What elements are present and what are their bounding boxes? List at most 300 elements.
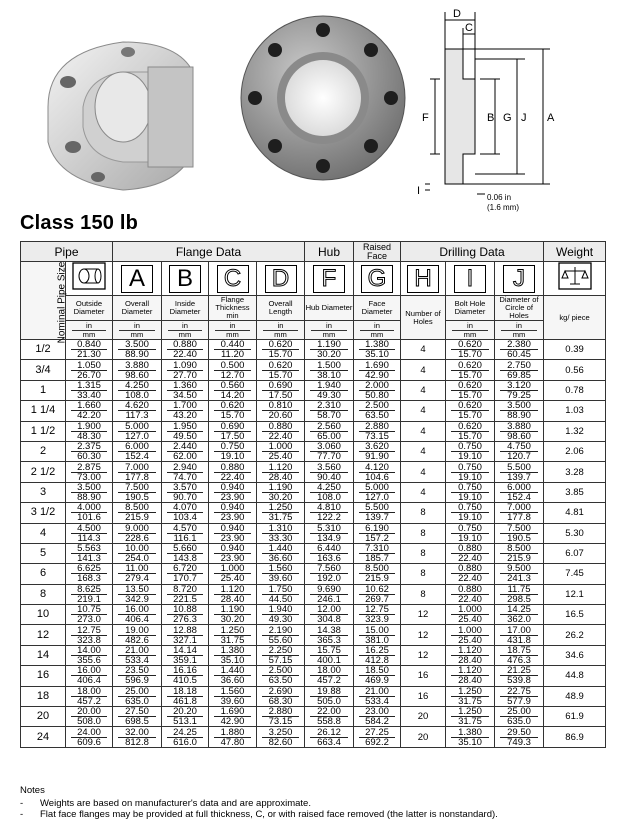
value-cell-c: 1.560 39.60 <box>209 686 257 706</box>
icon-letter-j: J <box>495 262 544 296</box>
value-cell-g: 7.310 185.7 <box>354 543 401 563</box>
value-cell-j: 14.25 362.0 <box>495 605 544 625</box>
unit-cell: in mm <box>162 321 209 340</box>
holes-cell: 8 <box>401 503 446 523</box>
value-cell-f: 2.560 65.00 <box>305 421 354 441</box>
value-cell-c: 0.940 23.90 <box>209 543 257 563</box>
value-cell-b: 20.20 513.1 <box>162 707 209 727</box>
pipe-size-cell: 5 <box>21 543 66 563</box>
value-cell-i: 0.750 19.10 <box>446 441 495 461</box>
value-cell-c: 0.620 15.70 <box>209 401 257 421</box>
table-row <box>21 380 606 400</box>
flange-spec-table <box>20 241 606 748</box>
icon-letter-f: F <box>305 262 354 296</box>
label-i: I <box>417 185 421 197</box>
weight-cell: 0.39 <box>544 340 606 360</box>
table-row <box>21 360 606 380</box>
unit-cell: in mm <box>113 321 162 340</box>
label-g: G <box>503 112 512 124</box>
pipe-size-cell: 10 <box>21 605 66 625</box>
value-cell-j: 7.500 190.5 <box>495 523 544 543</box>
value-cell-f: 4.810 122.2 <box>305 503 354 523</box>
value-cell-c: 1.880 47.80 <box>209 727 257 747</box>
value-cell-f: 5.310 134.9 <box>305 523 354 543</box>
value-cell-g: 1.690 42.90 <box>354 360 401 380</box>
value-cell-a: 5.000 127.0 <box>113 421 162 441</box>
holes-cell: 4 <box>401 380 446 400</box>
value-cell-j: 2.750 69.85 <box>495 360 544 380</box>
value-cell-b: 10.88 276.3 <box>162 605 209 625</box>
value-cell-od: 4.000 101.6 <box>66 503 113 523</box>
weight-cell: 4.81 <box>544 503 606 523</box>
pipe-size-cell: 4 <box>21 523 66 543</box>
value-cell-od: 6.625 168.3 <box>66 564 113 584</box>
value-cell-f: 18.00 457.2 <box>305 666 354 686</box>
value-cell-j: 21.25 539.8 <box>495 666 544 686</box>
value-cell-a: 4.620 117.3 <box>113 401 162 421</box>
value-cell-b: 1.360 34.50 <box>162 380 209 400</box>
weight-cell: 1.32 <box>544 421 606 441</box>
value-cell-b: 4.570 116.1 <box>162 523 209 543</box>
value-cell-od: 2.875 73.00 <box>66 462 113 482</box>
value-cell-od: 1.660 42.20 <box>66 401 113 421</box>
value-cell-j: 3.500 88.90 <box>495 401 544 421</box>
value-cell-od: 5.563 141.3 <box>66 543 113 563</box>
value-cell-od: 20.00 508.0 <box>66 707 113 727</box>
value-cell-f: 2.310 58.70 <box>305 401 354 421</box>
value-cell-i: 0.750 19.10 <box>446 482 495 502</box>
value-cell-b: 1.700 43.20 <box>162 401 209 421</box>
table-row <box>21 584 606 604</box>
value-cell-i: 1.250 31.75 <box>446 686 495 706</box>
table-row <box>21 707 606 727</box>
pipe-size-cell: 2 1/2 <box>21 462 66 482</box>
value-cell-a: 19.00 482.6 <box>113 625 162 645</box>
value-cell-d: 2.190 55.60 <box>257 625 305 645</box>
unit-cell: in mm <box>209 321 257 340</box>
value-cell-b: 14.14 359.1 <box>162 645 209 665</box>
col-overall-diameter: Overall Diameter <box>113 296 162 321</box>
label-d: D <box>453 8 461 20</box>
pipe-icon <box>66 262 113 296</box>
col-circle-of-holes: Diameter of Circle of Holes <box>495 296 544 321</box>
value-cell-a: 10.00 254.0 <box>113 543 162 563</box>
value-cell-a: 32.00 812.8 <box>113 727 162 747</box>
value-cell-a: 16.00 406.4 <box>113 605 162 625</box>
value-cell-c: 0.880 22.40 <box>209 462 257 482</box>
value-cell-d: 1.560 39.60 <box>257 564 305 584</box>
value-cell-g: 3.620 91.90 <box>354 441 401 461</box>
value-cell-c: 0.940 23.90 <box>209 523 257 543</box>
value-cell-f: 9.690 246.1 <box>305 584 354 604</box>
weight-cell: 3.28 <box>544 462 606 482</box>
weight-cell: 2.06 <box>544 441 606 461</box>
value-cell-g: 18.50 469.9 <box>354 666 401 686</box>
weight-cell: 48.9 <box>544 686 606 706</box>
value-cell-od: 1.900 48.30 <box>66 421 113 441</box>
value-cell-f: 14.38 365.3 <box>305 625 354 645</box>
value-cell-a: 11.00 279.4 <box>113 564 162 584</box>
value-cell-j: 22.75 577.9 <box>495 686 544 706</box>
label-c: C <box>465 22 473 34</box>
value-cell-j: 25.00 635.0 <box>495 707 544 727</box>
holes-cell: 16 <box>401 666 446 686</box>
label-a: A <box>547 112 555 124</box>
pipe-size-cell: 16 <box>21 666 66 686</box>
unit-cell: in mm <box>446 321 495 340</box>
holes-cell: 8 <box>401 564 446 584</box>
value-cell-a: 3.500 88.90 <box>113 340 162 360</box>
value-cell-i: 1.120 28.40 <box>446 666 495 686</box>
value-cell-i: 0.880 22.40 <box>446 584 495 604</box>
weight-cell: 0.56 <box>544 360 606 380</box>
value-cell-g: 16.25 412.8 <box>354 645 401 665</box>
holes-cell: 4 <box>401 421 446 441</box>
holes-cell: 8 <box>401 584 446 604</box>
value-cell-d: 1.120 28.40 <box>257 462 305 482</box>
table-row <box>21 503 606 523</box>
unit-cell: in mm <box>495 321 544 340</box>
holes-cell: 4 <box>401 340 446 360</box>
value-cell-b: 18.18 461.8 <box>162 686 209 706</box>
icon-letter-a: A <box>113 262 162 296</box>
value-cell-g: 27.25 692.2 <box>354 727 401 747</box>
table-row <box>21 727 606 747</box>
label-b: B <box>487 112 495 124</box>
value-cell-c: 0.500 12.70 <box>209 360 257 380</box>
value-cell-i: 1.380 35.10 <box>446 727 495 747</box>
weight-cell: 7.45 <box>544 564 606 584</box>
pipe-size-cell: 1 <box>21 380 66 400</box>
col-kg-per-piece: kg/ piece <box>544 296 606 340</box>
col-bolt-hole-diameter: Bolt Hole Diameter <box>446 296 495 321</box>
value-cell-od: 8.625 219.1 <box>66 584 113 604</box>
holes-cell: 4 <box>401 360 446 380</box>
value-cell-i: 0.620 15.70 <box>446 360 495 380</box>
value-cell-f: 3.560 90.40 <box>305 462 354 482</box>
offset-note-mm: (1.6 mm) <box>487 203 519 212</box>
value-cell-c: 0.940 23.90 <box>209 482 257 502</box>
value-cell-d: 1.250 31.75 <box>257 503 305 523</box>
value-cell-j: 11.75 298.5 <box>495 584 544 604</box>
col-inside-diameter: Inside Diameter <box>162 296 209 321</box>
icon-letter-c: C <box>209 262 257 296</box>
value-cell-j: 18.75 476.3 <box>495 645 544 665</box>
value-cell-od: 24.00 609.6 <box>66 727 113 747</box>
value-cell-g: 6.190 157.2 <box>354 523 401 543</box>
value-cell-i: 0.880 22.40 <box>446 564 495 584</box>
pipe-size-cell: 1 1/2 <box>21 421 66 441</box>
table-row <box>21 645 606 665</box>
value-cell-g: 23.00 584.2 <box>354 707 401 727</box>
col-hub-diameter: Hub Diameter <box>305 296 354 321</box>
weight-cell: 26.2 <box>544 625 606 645</box>
value-cell-od: 10.75 273.0 <box>66 605 113 625</box>
pipe-size-cell: 8 <box>21 584 66 604</box>
table-row <box>21 605 606 625</box>
value-cell-a: 7.000 177.8 <box>113 462 162 482</box>
value-cell-g: 15.00 381.0 <box>354 625 401 645</box>
group-drilling-data: Drilling Data <box>401 242 544 262</box>
value-cell-b: 12.88 327.1 <box>162 625 209 645</box>
notes <box>20 785 498 820</box>
holes-cell: 4 <box>401 462 446 482</box>
value-cell-j: 9.500 241.3 <box>495 564 544 584</box>
value-cell-a: 27.50 698.5 <box>113 707 162 727</box>
value-cell-j: 4.750 120.7 <box>495 441 544 461</box>
col-face-diameter: Face Diameter <box>354 296 401 321</box>
table-row <box>21 340 606 360</box>
col-overall-length: Overall Length <box>257 296 305 321</box>
value-cell-g: 5.500 139.7 <box>354 503 401 523</box>
value-cell-d: 1.000 25.40 <box>257 441 305 461</box>
group-hub: Hub <box>305 242 354 262</box>
value-cell-f: 1.940 49.30 <box>305 380 354 400</box>
value-cell-d: 0.880 22.40 <box>257 421 305 441</box>
value-cell-c: 1.190 30.20 <box>209 605 257 625</box>
value-cell-j: 29.50 749.3 <box>495 727 544 747</box>
value-cell-g: 21.00 533.4 <box>354 686 401 706</box>
pipe-size-cell: 12 <box>21 625 66 645</box>
pipe-size-cell: 1/2 <box>21 340 66 360</box>
value-cell-j: 7.000 177.8 <box>495 503 544 523</box>
weight-cell: 1.03 <box>544 401 606 421</box>
table-row <box>21 462 606 482</box>
value-cell-f: 12.00 304.8 <box>305 605 354 625</box>
value-cell-j: 6.000 152.4 <box>495 482 544 502</box>
value-cell-od: 12.75 323.8 <box>66 625 113 645</box>
value-cell-d: 2.250 57.15 <box>257 645 305 665</box>
value-cell-b: 2.940 74.70 <box>162 462 209 482</box>
flange-cutaway-image <box>28 12 218 202</box>
value-cell-a: 9.000 228.6 <box>113 523 162 543</box>
pipe-size-cell: 3/4 <box>21 360 66 380</box>
page-title: Class 150 lb <box>20 212 139 234</box>
value-cell-f: 7.560 192.0 <box>305 564 354 584</box>
holes-cell: 12 <box>401 625 446 645</box>
value-cell-g: 2.880 73.15 <box>354 421 401 441</box>
value-cell-od: 18.00 457.2 <box>66 686 113 706</box>
nominal-pipe-size-label: Nominal Pipe Size <box>56 261 68 343</box>
value-cell-j: 5.500 139.7 <box>495 462 544 482</box>
label-j: J <box>521 112 527 124</box>
value-cell-i: 0.620 15.70 <box>446 401 495 421</box>
value-cell-b: 5.660 143.8 <box>162 543 209 563</box>
value-cell-f: 26.12 663.4 <box>305 727 354 747</box>
value-cell-a: 8.500 215.9 <box>113 503 162 523</box>
unit-cell: in mm <box>354 321 401 340</box>
value-cell-d: 1.750 44.50 <box>257 584 305 604</box>
holes-cell: 8 <box>401 543 446 563</box>
value-cell-a: 13.50 342.9 <box>113 584 162 604</box>
pipe-size-cell: 14 <box>21 645 66 665</box>
value-cell-g: 1.380 35.10 <box>354 340 401 360</box>
value-cell-i: 1.000 25.40 <box>446 625 495 645</box>
value-cell-g: 10.62 269.7 <box>354 584 401 604</box>
table-row <box>21 401 606 421</box>
weight-cell: 44.8 <box>544 666 606 686</box>
value-cell-f: 3.060 77.70 <box>305 441 354 461</box>
value-cell-b: 24.25 616.0 <box>162 727 209 747</box>
table-row <box>21 686 606 706</box>
value-cell-a: 4.250 108.0 <box>113 380 162 400</box>
value-cell-od: 4.500 114.3 <box>66 523 113 543</box>
value-cell-c: 1.690 42.90 <box>209 707 257 727</box>
value-cell-b: 16.16 410.5 <box>162 666 209 686</box>
illustrations <box>0 0 624 215</box>
offset-note-in: 0.06 in <box>487 193 512 202</box>
value-cell-b: 8.720 221.5 <box>162 584 209 604</box>
value-cell-g: 5.000 127.0 <box>354 482 401 502</box>
value-cell-d: 2.500 63.50 <box>257 666 305 686</box>
value-cell-od: 2.375 60.30 <box>66 441 113 461</box>
col-flange-thickness: Flange Thickness min <box>209 296 257 321</box>
value-cell-b: 4.070 103.4 <box>162 503 209 523</box>
value-cell-od: 0.840 21.30 <box>66 340 113 360</box>
pipe-size-cell: 18 <box>21 686 66 706</box>
value-cell-d: 0.620 15.70 <box>257 360 305 380</box>
value-cell-a: 7.500 190.5 <box>113 482 162 502</box>
holes-cell: 4 <box>401 482 446 502</box>
note-item: - Flat face flanges may be provided at full thickness, C, or with raised face removed (the latter is nonstandard). <box>20 809 498 820</box>
value-cell-f: 1.500 38.10 <box>305 360 354 380</box>
value-cell-c: 0.750 19.10 <box>209 441 257 461</box>
pipe-size-cell: 20 <box>21 707 66 727</box>
value-cell-f: 6.440 163.6 <box>305 543 354 563</box>
table-row <box>21 421 606 441</box>
value-cell-g: 12.75 323.9 <box>354 605 401 625</box>
value-cell-g: 2.000 50.80 <box>354 380 401 400</box>
icon-letter-i: I <box>446 262 495 296</box>
value-cell-od: 14.00 355.6 <box>66 645 113 665</box>
holes-cell: 16 <box>401 686 446 706</box>
weight-cell: 16.5 <box>544 605 606 625</box>
value-cell-j: 8.500 215.9 <box>495 543 544 563</box>
value-cell-f: 19.88 505.0 <box>305 686 354 706</box>
table-row <box>21 543 606 563</box>
value-cell-a: 23.50 596.9 <box>113 666 162 686</box>
table-row <box>21 523 606 543</box>
label-f: F <box>422 112 429 124</box>
pipe-size-cell: 24 <box>21 727 66 747</box>
holes-cell: 8 <box>401 523 446 543</box>
value-cell-g: 4.120 104.6 <box>354 462 401 482</box>
value-cell-i: 0.620 15.70 <box>446 340 495 360</box>
table-row <box>21 564 606 584</box>
value-cell-a: 3.880 98.60 <box>113 360 162 380</box>
value-cell-d: 1.310 33.30 <box>257 523 305 543</box>
col-number-of-holes: Number of Holes <box>401 296 446 340</box>
group-flange-data: Flange Data <box>113 242 305 262</box>
value-cell-d: 0.690 17.50 <box>257 380 305 400</box>
value-cell-j: 3.120 79.25 <box>495 380 544 400</box>
pipe-size-cell: 3 1/2 <box>21 503 66 523</box>
notes-title: Notes <box>20 785 45 796</box>
value-cell-i: 1.120 28.40 <box>446 645 495 665</box>
weight-cell: 61.9 <box>544 707 606 727</box>
value-cell-a: 25.00 635.0 <box>113 686 162 706</box>
icon-letter-d: D <box>257 262 305 296</box>
value-cell-b: 1.090 27.70 <box>162 360 209 380</box>
value-cell-c: 0.560 14.20 <box>209 380 257 400</box>
group-raised-face: Raised Face <box>354 242 401 262</box>
value-cell-c: 1.380 35.10 <box>209 645 257 665</box>
weight-cell: 5.30 <box>544 523 606 543</box>
value-cell-d: 0.620 15.70 <box>257 340 305 360</box>
value-cell-c: 0.440 11.20 <box>209 340 257 360</box>
holes-cell: 12 <box>401 605 446 625</box>
value-cell-f: 1.190 30.20 <box>305 340 354 360</box>
weight-cell: 0.78 <box>544 380 606 400</box>
group-pipe: Pipe <box>21 242 113 262</box>
value-cell-d: 2.690 68.30 <box>257 686 305 706</box>
pipe-size-cell: 6 <box>21 564 66 584</box>
value-cell-i: 1.000 25.40 <box>446 605 495 625</box>
note-item: - Weights are based on manufacturer's data and are approximate. <box>20 798 311 809</box>
flange-front-image <box>235 10 410 185</box>
unit-cell: in mm <box>66 321 113 340</box>
value-cell-b: 2.440 62.00 <box>162 441 209 461</box>
value-cell-f: 22.00 558.8 <box>305 707 354 727</box>
holes-cell: 4 <box>401 401 446 421</box>
value-cell-od: 16.00 406.4 <box>66 666 113 686</box>
value-cell-a: 21.00 533.4 <box>113 645 162 665</box>
col-outside-diameter: Outside Diameter <box>66 296 113 321</box>
weight-cell: 34.6 <box>544 645 606 665</box>
weight-cell: 3.85 <box>544 482 606 502</box>
value-cell-i: 1.250 31.75 <box>446 707 495 727</box>
weight-cell: 6.07 <box>544 543 606 563</box>
pipe-size-cell: 2 <box>21 441 66 461</box>
pipe-size-cell: 3 <box>21 482 66 502</box>
value-cell-b: 3.570 90.70 <box>162 482 209 502</box>
value-cell-od: 3.500 88.90 <box>66 482 113 502</box>
value-cell-a: 6.000 152.4 <box>113 441 162 461</box>
table-row <box>21 625 606 645</box>
value-cell-f: 15.75 400.1 <box>305 645 354 665</box>
icon-letter-b: B <box>162 262 209 296</box>
value-cell-i: 0.620 15.70 <box>446 380 495 400</box>
value-cell-od: 1.050 26.70 <box>66 360 113 380</box>
holes-cell: 4 <box>401 441 446 461</box>
group-weight: Weight <box>544 242 606 262</box>
unit-cell: in mm <box>257 321 305 340</box>
value-cell-g: 8.500 215.9 <box>354 564 401 584</box>
value-cell-j: 2.380 60.45 <box>495 340 544 360</box>
scale-icon <box>544 262 606 296</box>
pipe-size-cell: 1 1/4 <box>21 401 66 421</box>
value-cell-d: 0.810 20.60 <box>257 401 305 421</box>
value-cell-i: 0.750 19.10 <box>446 503 495 523</box>
table-row <box>21 482 606 502</box>
value-cell-d: 1.440 36.60 <box>257 543 305 563</box>
value-cell-d: 1.940 49.30 <box>257 605 305 625</box>
value-cell-d: 2.880 73.15 <box>257 707 305 727</box>
value-cell-od: 1.315 33.40 <box>66 380 113 400</box>
value-cell-g: 2.500 63.50 <box>354 401 401 421</box>
icon-letter-h: H <box>401 262 446 296</box>
value-cell-f: 4.250 108.0 <box>305 482 354 502</box>
flange-section-drawing <box>405 4 620 214</box>
value-cell-d: 1.190 30.20 <box>257 482 305 502</box>
value-cell-i: 0.750 19.10 <box>446 523 495 543</box>
value-cell-i: 0.620 15.70 <box>446 421 495 441</box>
icon-letter-g: G <box>354 262 401 296</box>
value-cell-d: 3.250 82.60 <box>257 727 305 747</box>
table-row <box>21 441 606 461</box>
value-cell-c: 1.250 31.75 <box>209 625 257 645</box>
table-row <box>21 666 606 686</box>
